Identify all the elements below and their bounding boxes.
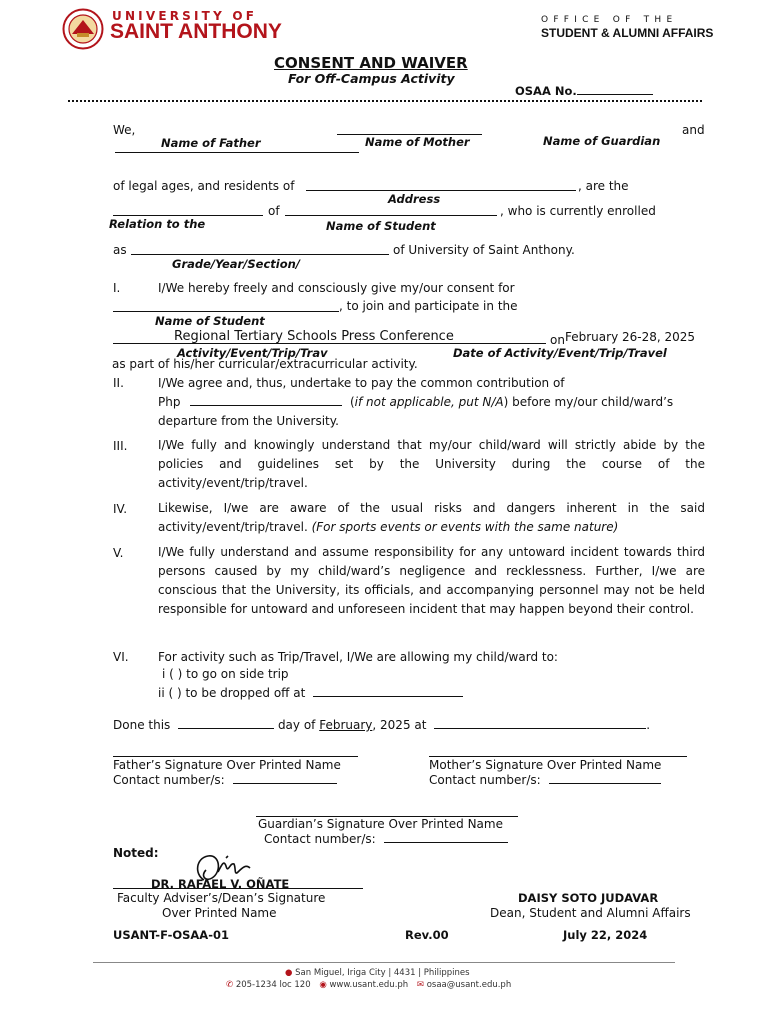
adviser-name: DR. RAFAEL V. OÑATE bbox=[151, 877, 290, 891]
item-iii-number: III. bbox=[113, 439, 128, 453]
father-signature-line[interactable] bbox=[113, 756, 358, 757]
done-prefix: Done this bbox=[113, 718, 171, 732]
item-v-text: I/We fully understand and assume responsibility for any untoward incident towards third persons caused by my child/ward’s negligence and recklessness. Further, I/we are conscious that the University, its officials, and accompanying personnel may not be held responsible for untoward and unforeseen incident that may happen beyond their control. bbox=[158, 545, 705, 616]
drop-off-option[interactable] bbox=[158, 686, 463, 700]
mother-name-caption: Name of Mother bbox=[365, 135, 470, 149]
footer-rule bbox=[93, 962, 675, 963]
grade-field[interactable] bbox=[131, 254, 389, 255]
footer-phone: 205-1234 loc 120 bbox=[235, 980, 311, 990]
form-title: CONSENT AND WAIVER bbox=[274, 54, 468, 72]
guardian-contact bbox=[264, 832, 508, 846]
item-i-join-text: , to join and participate in the bbox=[339, 299, 518, 313]
noted-label: Noted: bbox=[113, 846, 159, 860]
activity-value: Regional Tertiary Schools Press Conference bbox=[174, 329, 454, 344]
item-iv-block bbox=[158, 499, 705, 537]
as-text: as bbox=[113, 243, 127, 257]
mother-signature-line[interactable] bbox=[429, 756, 687, 757]
guardian-contact-field[interactable] bbox=[384, 832, 508, 843]
residents-prefix: of legal ages, and residents of bbox=[113, 179, 295, 193]
guardian-name-caption: Name of Guardian bbox=[543, 134, 661, 148]
mother-signature-caption: Mother’s Signature Over Printed Name bbox=[429, 758, 662, 772]
address-caption: Address bbox=[388, 192, 441, 206]
globe-icon: ◉ bbox=[319, 980, 327, 990]
contribution-field[interactable] bbox=[190, 395, 342, 406]
item-i-student-field[interactable] bbox=[113, 311, 339, 312]
date-caption: Date of Activity/Event/Trip/Travel bbox=[453, 346, 667, 360]
form-subtitle: For Off-Campus Activity bbox=[288, 71, 455, 86]
drop-off-label: ii ( ) to be dropped off at bbox=[158, 686, 306, 700]
university-logo bbox=[62, 8, 104, 50]
done-period: . bbox=[646, 718, 651, 732]
date-value: February 26-28, 2025 bbox=[565, 330, 696, 344]
revision: Rev.00 bbox=[405, 928, 449, 942]
place-field[interactable] bbox=[434, 718, 646, 729]
we-text: We, bbox=[113, 123, 136, 137]
item-iv-text: Likewise, I/we are aware of the usual risks and dangers inherent in the said activity/event/trip/travel. bbox=[158, 501, 705, 534]
activity-caption: Activity/Event/Trip/Trav bbox=[177, 346, 328, 360]
item-ii-line3: departure from the University. bbox=[158, 414, 339, 428]
adviser-caption-1: Faculty Adviser’s/Dean’s Signature bbox=[117, 891, 326, 905]
adviser-caption-2: Over Printed Name bbox=[162, 906, 277, 920]
form-code: USANT-F-OSAA-01 bbox=[113, 928, 229, 942]
revision-date: July 22, 2024 bbox=[563, 928, 648, 942]
phone-icon: ✆ bbox=[226, 980, 234, 990]
drop-off-field[interactable] bbox=[313, 686, 463, 697]
residents-suffix: , are the bbox=[578, 179, 629, 193]
item-i-part: as part of his/her curricular/extracurricular activity. bbox=[112, 357, 418, 371]
and-text: and bbox=[682, 123, 705, 137]
enrolled-suffix: , who is currently enrolled bbox=[500, 204, 656, 218]
mother-contact-label: Contact number/s: bbox=[429, 773, 541, 787]
year-at-text: , 2025 at bbox=[372, 718, 427, 732]
father-contact-field[interactable] bbox=[233, 773, 337, 784]
day-of-text: day of bbox=[277, 718, 316, 732]
mail-icon: ✉ bbox=[416, 980, 425, 990]
location-pin-icon: ● bbox=[285, 968, 293, 978]
university-suffix: of University of Saint Anthony. bbox=[393, 243, 575, 257]
item-i-text: I/We hereby freely and consciously give my/our consent for bbox=[158, 281, 515, 295]
title-rule bbox=[68, 100, 702, 102]
item-ii-number: II. bbox=[113, 376, 124, 390]
done-line bbox=[113, 718, 650, 732]
student-name-caption: Name of Student bbox=[326, 219, 436, 233]
side-trip-option[interactable]: i ( ) to go on side trip bbox=[162, 667, 289, 681]
father-signature-caption: Father’s Signature Over Printed Name bbox=[113, 758, 341, 772]
footer-contact-row bbox=[226, 980, 511, 990]
father-name-field[interactable] bbox=[115, 152, 359, 153]
item-i-student-caption: Name of Student bbox=[155, 314, 265, 328]
na-note: if not applicable, put N/A bbox=[354, 395, 504, 409]
guardian-signature-caption: Guardian’s Signature Over Printed Name bbox=[258, 817, 503, 831]
of-text: of bbox=[268, 204, 280, 218]
footer-email[interactable]: osaa@usant.edu.ph bbox=[426, 980, 512, 990]
item-vi-text: For activity such as Trip/Travel, I/We are allowing my child/ward to: bbox=[158, 650, 558, 664]
student-name-field[interactable] bbox=[285, 215, 497, 216]
item-ii-line1: I/We agree and, thus, undertake to pay the common contribution of bbox=[158, 376, 565, 390]
item-iii-text: I/We fully and knowingly understand that my/our child/ward will strictly abide by the policies and guidelines set by the University during the course of the activity/event/trip/travel. bbox=[158, 438, 705, 490]
osaa-label-text: OSAA No. bbox=[515, 84, 577, 98]
university-name-main: SAINT ANTHONY bbox=[110, 20, 282, 43]
item-iv-note: (For sports events or events with the same nature) bbox=[311, 520, 619, 534]
address-field[interactable] bbox=[306, 190, 576, 191]
mother-contact-field[interactable] bbox=[549, 773, 661, 784]
dean-name: DAISY SOTO JUDAVAR bbox=[518, 891, 659, 905]
paren-open: ( bbox=[346, 395, 355, 409]
item-v-number: V. bbox=[113, 546, 124, 560]
father-contact bbox=[113, 773, 337, 787]
office-line-1: O F F I C E O F T H E bbox=[541, 15, 674, 25]
osaa-number-field[interactable] bbox=[577, 84, 653, 95]
grade-caption: Grade/Year/Section/ bbox=[172, 257, 301, 271]
item-ii-line2 bbox=[158, 395, 706, 409]
footer-address-row bbox=[285, 968, 470, 978]
month-value: February bbox=[319, 718, 373, 732]
item-vi-number: VI. bbox=[113, 650, 129, 664]
osaa-number-label bbox=[515, 84, 653, 98]
day-field[interactable] bbox=[178, 718, 274, 729]
guardian-contact-label: Contact number/s: bbox=[264, 832, 376, 846]
item-iv-number: IV. bbox=[113, 502, 128, 516]
relation-caption: Relation to the bbox=[109, 217, 206, 231]
father-name-caption: Name of Father bbox=[161, 136, 261, 150]
activity-field[interactable] bbox=[113, 343, 546, 344]
footer-address: San Miguel, Iriga City | 4431 | Philippines bbox=[295, 968, 470, 978]
footer-website[interactable]: www.usant.edu.ph bbox=[329, 980, 409, 990]
php-label: Php bbox=[158, 395, 181, 409]
mother-contact bbox=[429, 773, 661, 787]
dean-caption: Dean, Student and Alumni Affairs bbox=[490, 906, 691, 920]
on-text: on bbox=[550, 333, 565, 347]
father-contact-label: Contact number/s: bbox=[113, 773, 225, 787]
relation-field[interactable] bbox=[113, 215, 263, 216]
item-i-number: I. bbox=[113, 281, 121, 295]
office-line-2: STUDENT & ALUMNI AFFAIRS bbox=[541, 26, 714, 40]
item-ii-after: ) before my/our child/ward’s bbox=[503, 395, 674, 409]
university-name-top: UNIVERSITY OF bbox=[112, 9, 258, 23]
